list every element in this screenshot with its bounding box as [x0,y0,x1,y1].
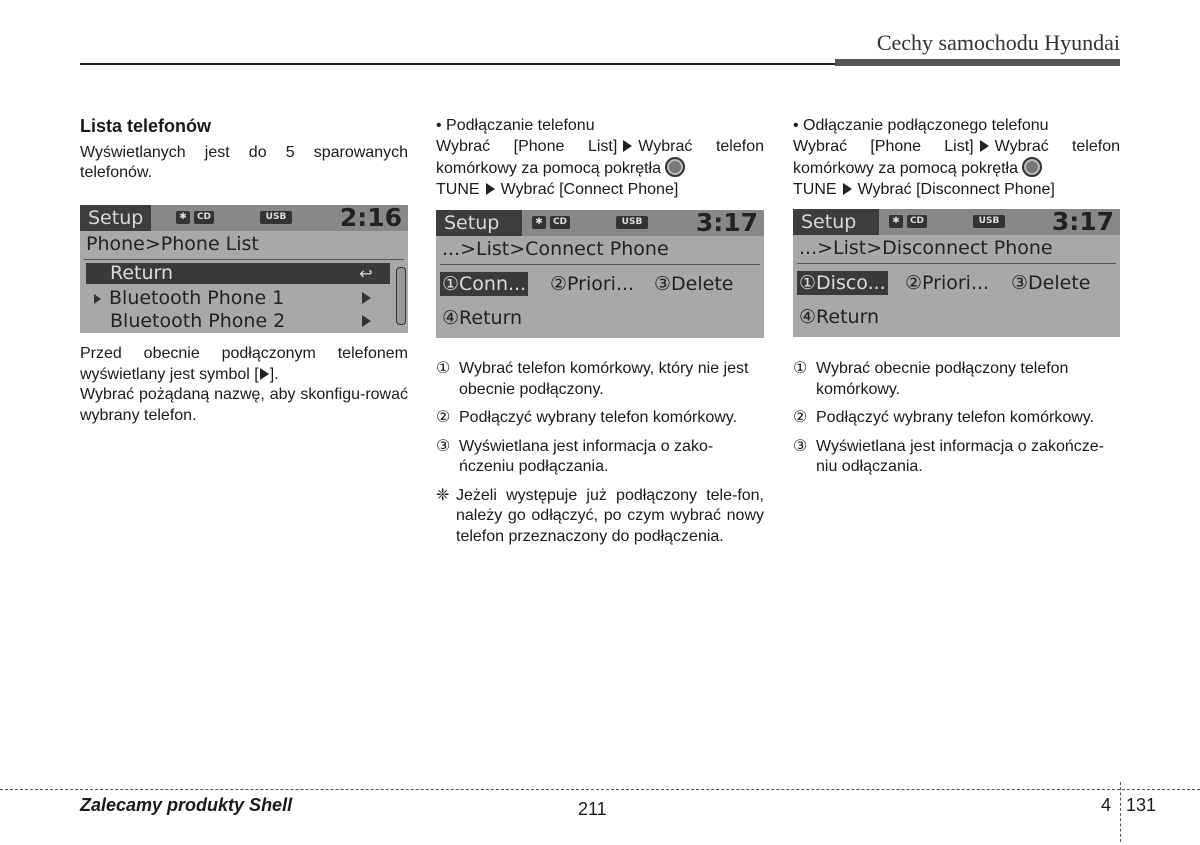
option-priority[interactable]: ②Priori... [550,273,635,295]
chevron-right-icon [362,315,371,327]
step-number: ① [793,360,808,377]
step-item [793,437,1120,478]
step-number: ② [793,409,808,426]
section-number: 4 [1101,795,1112,815]
column-phone-list [80,116,408,184]
option-return[interactable]: ④Return [799,306,880,328]
arrow-icon [486,183,495,195]
column-disconnect [793,116,1120,200]
lcd-divider [797,263,1116,264]
back-icon[interactable]: ↩ [342,263,390,284]
arrow-icon [623,140,632,152]
page-number: 131 [1126,795,1157,815]
tune-knob-icon [665,157,685,177]
step-text: Podłączyć wybrany telefon komórkowy. [816,409,1095,426]
text-part: TUNE [793,180,837,198]
cd-icon: CD [907,215,927,228]
lcd-breadcrumb: Phone>Phone List [86,233,259,255]
lcd-breadcrumb: ...>List>Disconnect Phone [799,237,1053,259]
option-priority[interactable]: ②Priori... [905,272,990,294]
connected-marker-icon [94,294,101,304]
connect-title: • Podłączanie telefonu [436,117,595,134]
disconnect-steps [793,359,1120,486]
step-item [436,437,764,478]
connected-symbol-text [80,344,408,385]
lcd-divider [440,264,760,265]
note-symbol: ❈ [436,486,450,504]
step-text: Wybrać obecnie podłączony telefon komórkowy. [816,360,1069,398]
text-part: Przed obecnie podłączonym telefonem wyświetlany jest symbol [ [80,345,408,383]
footer-divider [1120,782,1121,842]
intro-text: Wyświetlanych jest do 5 sparowanych telefonów. [80,143,408,181]
option-delete[interactable]: ③Delete [1011,272,1091,294]
text-part: TUNE [436,180,480,198]
lcd-disconnect-phone [793,209,1120,337]
lcd-connect-phone [436,210,764,338]
footer-slogan: Zalecamy produkty Shell [80,795,293,815]
usb-icon: USB [260,211,292,224]
option-return[interactable]: ④Return [442,307,523,329]
lcd-setup-label: Setup [793,209,879,235]
note-text: Jeżeli występuje już podłączony tele-fon, należy go odłączyć, po czym wybrać nowy telefon przeznaczony do podłączenia. [456,486,764,545]
bluetooth-icon: ✱ [532,216,546,229]
text-part: Wybrać [Disconnect Phone] [857,180,1055,198]
text-part: Wybrać [Phone List] [436,137,618,155]
lcd-clock: 3:17 [695,208,758,237]
disconnect-instructions [793,137,1120,201]
step-text: Wyświetlana jest informacja o zako-ńczeniu podłączania. [459,437,714,475]
text-part: Wybrać [Phone List] [793,137,974,155]
text-part: Wybrać [Connect Phone] [500,180,679,198]
connect-steps [436,359,764,547]
step-item [436,359,764,400]
section-title: Cechy samochodu Hyundai [876,30,1120,55]
step-text: Wybrać telefon komórkowy, który nie jest obecnie podłączony. [459,360,749,398]
lcd-clock: 2:16 [339,203,402,232]
select-name-text: Wybrać pożądaną nazwę, aby skonfigu-rować wybrany telefon. [80,386,408,424]
arrow-icon [980,140,989,152]
arrow-icon [843,183,852,195]
lcd-row-label: Return [110,262,174,284]
header-rule [80,63,835,65]
cd-icon: CD [194,211,214,224]
lcd-row-label: Bluetooth Phone 1 [109,287,285,309]
lcd-setup-label: Setup [80,205,151,231]
lcd-phone-list [80,205,408,333]
heading-phone-list: Lista telefonów [80,116,212,136]
lcd-breadcrumb: ...>List>Connect Phone [442,238,669,260]
lcd-row-phone-1[interactable] [94,287,284,309]
step-list [436,359,764,478]
footer-page-number: 211 [578,799,607,819]
lcd-row-return[interactable] [86,263,360,284]
play-icon [260,368,269,380]
bluetooth-icon: ✱ [889,215,903,228]
step-number: ① [436,360,451,377]
step-list [793,359,1120,478]
text-part: ]. [269,365,279,383]
bluetooth-icon: ✱ [176,211,190,224]
cd-icon: CD [550,216,570,229]
footer-rule [0,789,1200,790]
tune-knob-icon [1022,157,1042,177]
option-connect[interactable]: ①Conn... [442,273,527,295]
lcd-row-phone-2[interactable] [110,310,285,332]
usb-icon: USB [973,215,1005,228]
chevron-right-icon [362,292,371,304]
usb-icon: USB [616,216,648,229]
text-part: Wybrać telefon komórkowy za pomocą pokrętła [793,137,1120,177]
step-item [793,359,1120,400]
step-item [793,408,1120,429]
step-number: ③ [793,437,808,455]
column-connect [436,116,764,200]
option-disconnect[interactable]: ①Disco... [799,272,886,294]
lcd-setup-label: Setup [436,210,522,236]
header-bar [835,59,1120,66]
step-item [436,408,764,429]
scrollbar[interactable] [396,267,406,325]
disconnect-title: • Odłączanie podłączonego telefonu [793,117,1049,134]
step-text: Podłączyć wybrany telefon komórkowy. [459,409,738,426]
footer-section-page [1101,795,1156,816]
option-delete[interactable]: ③Delete [654,273,734,295]
lcd-clock: 3:17 [1051,207,1114,236]
note [436,486,764,548]
step-text: Wyświetlana jest informacja o zakończe-niu odłączania. [816,437,1104,475]
column-phone-list-notes [80,344,408,426]
lcd-divider [84,259,404,260]
text-part: Wybrać telefon komórkowy za pomocą pokrętła [436,137,764,177]
lcd-row-label: Bluetooth Phone 2 [110,310,286,332]
step-number: ③ [436,437,451,455]
connect-instructions [436,137,764,201]
step-number: ② [436,409,451,426]
